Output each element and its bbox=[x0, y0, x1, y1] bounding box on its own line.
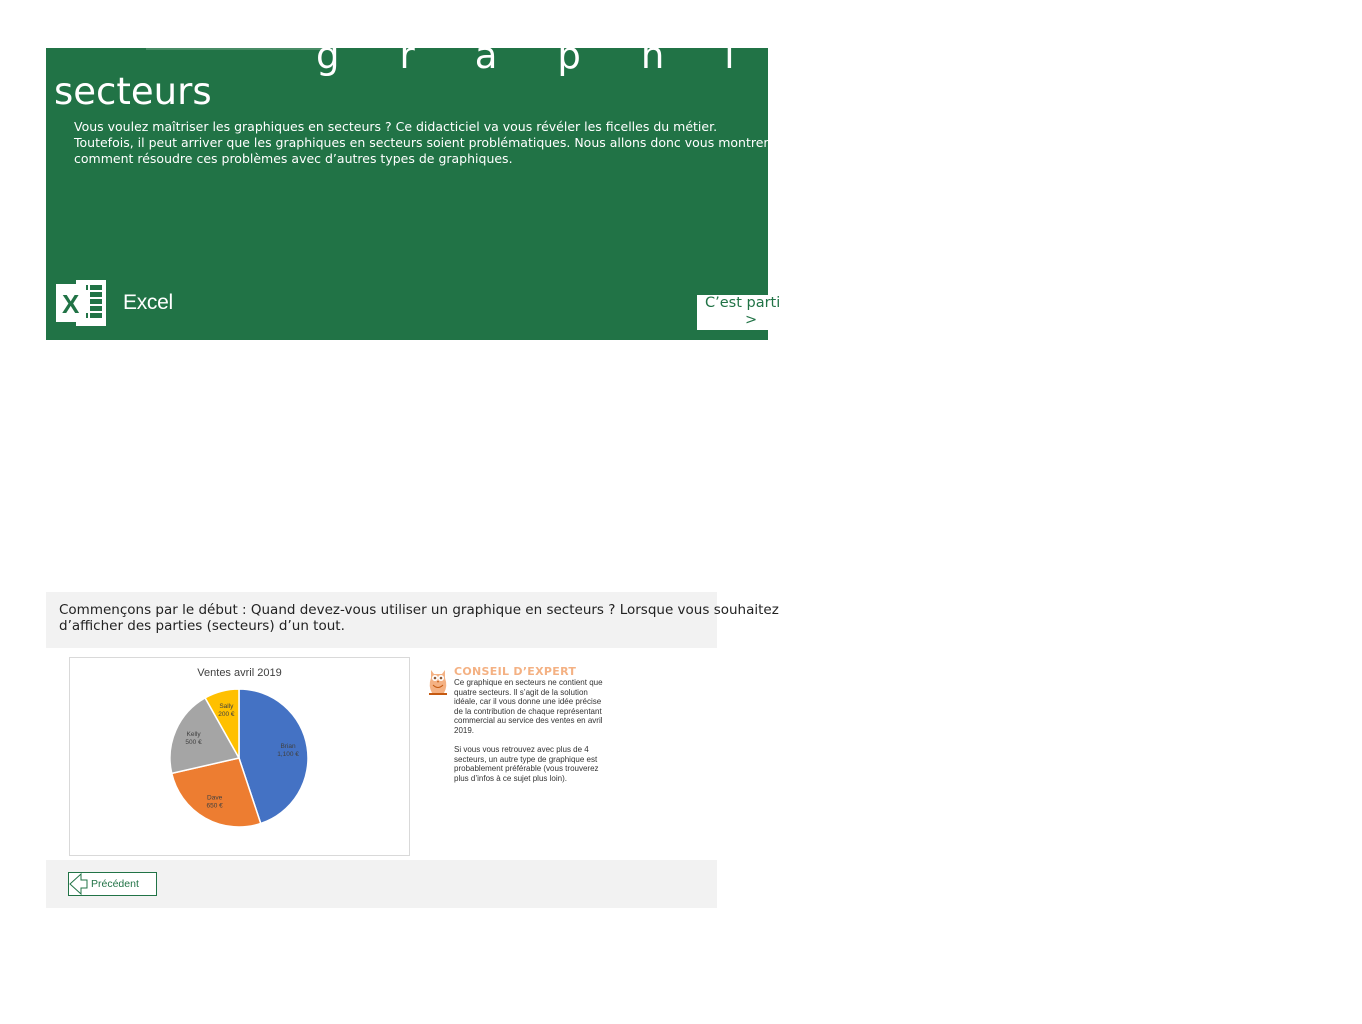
start-button-arrow: > bbox=[745, 312, 758, 328]
app-name: Excel bbox=[123, 291, 173, 314]
pie-plot bbox=[70, 658, 409, 855]
tip-line: Si vous vous retrouvez avec plus de 4 bbox=[454, 745, 589, 755]
tip-line: Ce graphique en secteurs ne contient que bbox=[454, 678, 603, 687]
banner-description bbox=[74, 119, 814, 167]
tip-title: CONSEIL D’EXPERT bbox=[454, 665, 577, 678]
slice-label-name: Kelly bbox=[186, 730, 201, 738]
banner-description-line: Vous voulez maîtriser les graphiques en secteurs ? Ce didacticiel va vous révéler les ficelles du métier. bbox=[74, 119, 718, 134]
tip-line: probablement préférable (vous trouverez bbox=[454, 764, 599, 774]
slice-label-value: 500 € bbox=[185, 738, 202, 746]
tip-line: secteurs, un autre type de graphique est bbox=[454, 754, 598, 764]
owl-icon bbox=[427, 666, 449, 696]
slice-label-name: Dave bbox=[207, 794, 223, 802]
intro-box bbox=[46, 592, 779, 648]
title-banner bbox=[46, 34, 1362, 340]
start-button[interactable] bbox=[697, 295, 787, 330]
tip-line: de la contribution de chaque représentant bbox=[454, 706, 602, 716]
tip-line: 2019. bbox=[454, 725, 475, 735]
arrow-left-icon bbox=[67, 871, 89, 897]
banner-description-line: Toutefois, il peut arriver que les graphiques en secteurs soient problématiques. Nous allons donc vous montrer bbox=[74, 135, 769, 150]
svg-text:X: X bbox=[62, 289, 80, 319]
navigation-bar bbox=[46, 860, 717, 908]
previous-button[interactable] bbox=[68, 872, 157, 896]
excel-logo-icon bbox=[56, 278, 108, 328]
slice-label-value: 1,100 € bbox=[277, 751, 299, 759]
chart-title: Ventes avril 2019 bbox=[197, 667, 282, 679]
tip-line: quatre secteurs. Il s’agit de la solution bbox=[454, 687, 588, 697]
tip-line: plus d’infos à ce sujet plus loin). bbox=[454, 773, 567, 783]
tip-line: commercial au service des ventes en avril bbox=[454, 716, 603, 726]
tip-text bbox=[454, 678, 634, 784]
previous-button-label: Précédent bbox=[91, 878, 139, 890]
pie-chart[interactable] bbox=[69, 657, 410, 856]
banner-description-line: comment résoudre ces problèmes avec d’autres types de graphiques. bbox=[74, 151, 513, 166]
tip-spacer bbox=[454, 736, 634, 746]
slice-label-value: 200 € bbox=[218, 710, 235, 718]
banner-title-top-cut: graphiques en bbox=[316, 34, 1362, 77]
slice-label-name: Brian bbox=[280, 743, 296, 751]
intro-line: d’afficher des parties (secteurs) d’un tout. bbox=[59, 618, 345, 634]
banner-title: secteurs bbox=[54, 70, 212, 113]
intro-text bbox=[59, 602, 859, 634]
tip-line: idéale, car il vous donne une idée précise bbox=[454, 697, 602, 707]
slice-label-value: 650 € bbox=[206, 802, 223, 810]
slice-label-name: Sally bbox=[219, 702, 234, 710]
start-button-label: C’est parti bbox=[705, 295, 781, 311]
intro-line: Commençons par le début : Quand devez-vous utiliser un graphique en secteurs ? Lorsque vous souhaitez bbox=[59, 602, 779, 618]
